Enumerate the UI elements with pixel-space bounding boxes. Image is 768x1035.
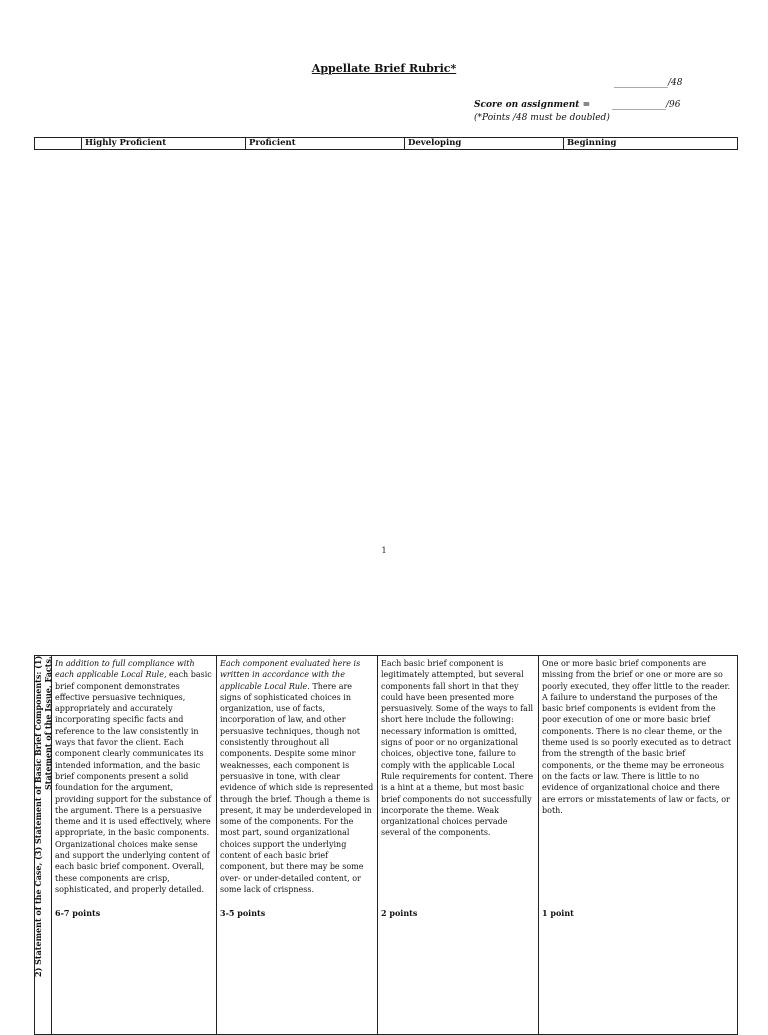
header-proficient: Proficient: [246, 138, 405, 150]
header-beginning: Beginning: [564, 138, 738, 150]
row-label: 2) Statement of the Case, (3) Statement of Basic Brief Components: (1) Statement of the Issue, Facts,: [33, 656, 53, 978]
page-number: 1: [381, 546, 387, 555]
cell-developing: [378, 656, 539, 1035]
cell-proficient: [217, 656, 378, 1035]
rubric-table: [34, 655, 738, 1035]
score-blank-48: ____________/48: [614, 78, 683, 88]
header-highly-proficient: Highly Proficient: [82, 138, 246, 150]
score-blank-96: ____________/96: [612, 100, 681, 110]
cell-beginning: [539, 656, 738, 1035]
highly-proficient-italic: In addition to full compliance with each applicable Local Rule,: [55, 659, 195, 680]
score-note: (*Points /48 must be doubled): [474, 113, 610, 123]
proficient-desc: [220, 658, 374, 908]
cell-highly-proficient: [52, 656, 217, 1035]
header-developing: Developing: [405, 138, 564, 150]
beginning-points: 1 point: [542, 908, 574, 918]
document-title: Appellate Brief Rubric*: [311, 62, 457, 75]
beginning-text: One or more basic brief components are missing from the brief or one or more are so poorly executed, they offer little to the reader. A failure to understand the purposes of the basic brief components is evident from the poor execution of one or more basic brief components. There is no clear theme, or the theme used is so poorly executed as to detract from the strength of the basic brief components, or the theme may be erroneous on the facts or law. There is little to no evidence of organizational choice and there are errors or misstatements of law or facts, or both.: [542, 659, 732, 815]
highly-proficient-points: 6-7 points: [55, 908, 101, 918]
rubric-header-table: [34, 137, 738, 150]
highly-proficient-text: each basic brief component demonstrates effective persuasive techniques, appropriately and accurately incorporating specific facts and reference to the law consistently in ways that favor the client. Each component clearly communicates its intended information, and the basic brief components present a solid foundation for the argument, providing support for the substance of the argument. There is a persuasive theme and it is used effectively, where appropriate, in the basic components. Organizational choices make sense and support the underlying content of each basic brief component. Overall, these components are crisp, sophisticated, and properly detailed.: [55, 670, 212, 894]
developing-text: Each basic brief component is legitimately attempted, but several components fall short in that they could have been presented more persuasively. Some of the ways to fall short here include the following: necessary information is omitted, signs of poor or no organizational choices, objective tone, failure to comply with the applicable Local Rule requirements for content. There is a hint at a theme, but most basic brief components do not successfully incorporate the theme. Weak organizational choices pervade several of the components.: [381, 659, 534, 838]
highly-proficient-desc: [55, 658, 213, 908]
header-blank-cell: [35, 138, 82, 150]
proficient-italic: Each component evaluated here is written in accordance with the applicable Local Rule.: [220, 659, 361, 691]
score-label: Score on assignment =: [474, 100, 591, 110]
header-row: [35, 138, 738, 150]
developing-points: 2 points: [381, 908, 418, 918]
rubric-row: [35, 656, 738, 1035]
row-label-cell: [35, 656, 52, 1035]
proficient-text: There are signs of sophisticated choices in organization, use of facts, incorporation of law, and other persuasive techniques, though not consistently throughout all components. Despite some minor weaknesses, each component is persuasive in tone, with clear evidence of which side is represented through the brief. Though a theme is present, it may be underdeveloped in some of the components. For the most part, sound organizational choices support the underlying content of each basic brief component, but there may be some over- or under-detailed content, or some lack of crispness.: [220, 681, 374, 894]
proficient-points: 3-5 points: [220, 908, 266, 918]
